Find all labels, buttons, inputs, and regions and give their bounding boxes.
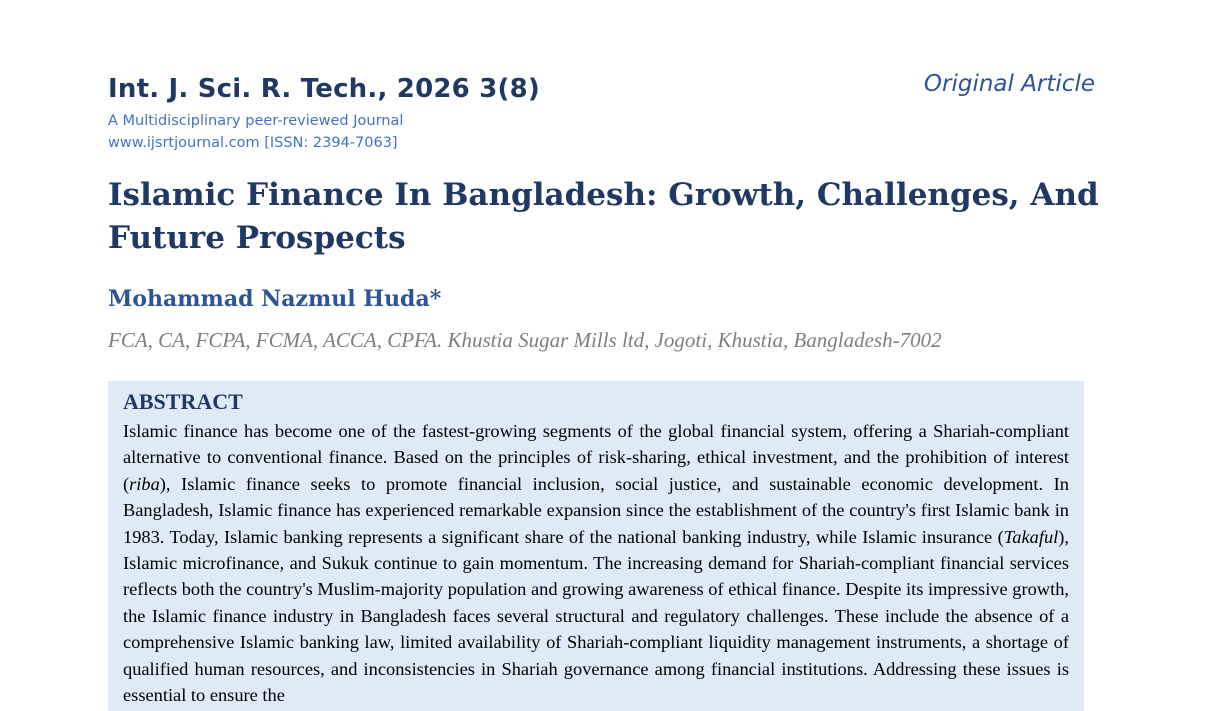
- journal-title: Int. J. Sci. R. Tech., 2026 3(8): [108, 74, 540, 104]
- abstract-term-takaful: Takaful: [1003, 526, 1059, 547]
- abstract-term-riba: riba: [129, 473, 160, 494]
- article-type-label: Original Article: [923, 71, 1095, 97]
- abstract-text-part-3: ), Islamic microfinance, and Sukuk continue to gain momentum. The increasing demand for Shariah-compliant financial services reflects both the country's Muslim-majority population and growing awareness of ethical finance. Despite its impressive growth, the Islamic finance industry in Bangladesh faces several structural and regulatory challenges. These include the absence of a comprehensive Islamic banking law, limited availability of Shariah-compliant liquidity management instruments, a shortage of qualified human resources, and inconsistencies in Shariah governance among financial institutions. Addressing these issues is essential to ensure the: [123, 526, 1069, 706]
- paper-title: Islamic Finance In Bangladesh: Growth, Challenges, And Future Prospects: [108, 177, 1099, 256]
- abstract-body: [123, 418, 1069, 708]
- author-affiliation: FCA, CA, FCPA, FCMA, ACCA, CPFA. Khustia Sugar Mills ltd, Jogoti, Khustia, Bangladesh-7002: [108, 328, 942, 352]
- journal-url-issn: www.ijsrtjournal.com [ISSN: 2394-7063]: [108, 135, 398, 151]
- abstract-text-part-1: Islamic finance has become one of the fastest-growing segments of the global financial system, offering a Shariah-compliant alternative to conventional finance. Based on the principles of risk-sharing, ethical investment, and the prohibition of interest (: [123, 421, 1069, 494]
- abstract-text-part-2: ), Islamic finance seeks to promote financial inclusion, social justice, and sustainable economic development. In Bangladesh, Islamic finance has experienced remarkable expansion since the establishment of the country's first Islamic bank in 1983. Today, Islamic banking represents a significant share of the national banking industry, while Islamic insurance (: [123, 473, 1069, 547]
- abstract-section: [108, 381, 1084, 711]
- journal-subtitle: A Multidisciplinary peer-reviewed Journal: [108, 113, 404, 129]
- author-name: Mohammad Nazmul Huda*: [108, 286, 442, 312]
- abstract-heading: ABSTRACT: [123, 389, 243, 414]
